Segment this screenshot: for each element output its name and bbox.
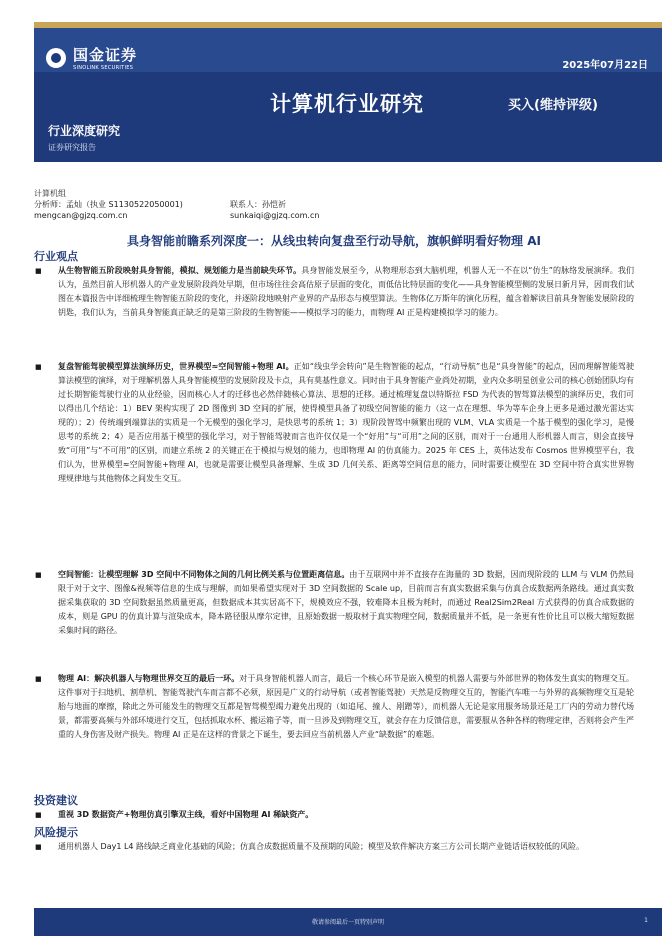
square-bullet-icon: ■ [35,571,42,579]
rating-badge: 买入(维持评级) [508,98,598,113]
bullet-lead: 物理 AI：解决机器人与物理世界交互的最后一环。 [58,674,240,683]
research-group: 计算机组 [34,189,66,198]
list-item [34,568,634,638]
logo-name-cn: 国金证券 [73,46,138,64]
report-subtype: 证券研究报告 [48,143,96,152]
report-headline: 具身智能前瞻系列深度一：从线虫转向复盘至行动导航，旗帜鲜明看好物理 AI [127,234,541,248]
industry-title: 计算机行业研究 [270,92,424,116]
list-item [34,672,634,742]
page-footer [34,908,662,936]
page-number: 1 [644,917,648,924]
bullet-lead: 复盘智能驾驶模型算法演绎历史，世界模型≈空间智能+物理 AI。 [58,362,294,371]
bullet-body: 对于具身智能机器人而言，最后一个核心环节是嵌入模型的机器人需要与外部世界的物体发生真实的物理交互。这件事对于扫地机、割草机、智能驾驶汽车而言都不必须，原因是广义的行动导航（或者智能驾驶）天然是反物理交互的，智能汽车唯一与外界的高频物理交互是轮胎与地面的摩擦，除此之外可能发生的物理交互都是智驾模型竭力避免出现的（如追尾、撞人、剐蹭等），而机器人无论是家用服务场景还是工厂内的劳动力替代场景，都需要高频与外部环境进行交互，包括抓取水杯、搬运箱子等，而一旦涉及到物理交互，就会存在力反馈信息，需要服从各种各样的物理定律，否则将会产生严重的人身伤害及财产损失。物理 AI 正是在这样的背景之下诞生，要去回应当前机器人产业“缺数据”的难题。 [58,674,634,739]
bullet-lead: 重视 3D 数据资产+物理仿真引擎双主线，看好中国物理 AI 稀缺资产。 [58,810,314,819]
report-date: 2025年07月22日 [562,60,648,71]
list-item [34,840,634,854]
analyst-name: 分析师：孟灿（执业 S1130522050001) [34,200,183,209]
square-bullet-icon: ■ [35,363,42,371]
square-bullet-icon: ■ [35,675,42,683]
analyst-email[interactable]: mengcan@gjzq.com.cn [34,211,128,220]
contact-email[interactable]: sunkaiqi@gjzq.com.cn [230,211,320,220]
bullet-text [58,264,634,320]
footer-disclaimer[interactable]: 敬请参阅最后一页特别声明 [311,919,384,926]
list-item [34,264,634,320]
company-logo [46,44,137,71]
bullet-lead: 空间智能：让模型理解 3D 空间中不同物体之间的几何比例关系与位置距离信息。 [58,570,350,579]
list-item [34,360,634,486]
section-title-invest: 投资建议 [34,794,78,807]
bullet-lead: 从生物智能五阶段映射具身智能，模拟、规划能力是当前缺失环节。 [58,266,302,275]
bullet-text [58,808,634,822]
section-title-views: 行业观点 [34,250,78,263]
list-item [34,808,634,822]
square-bullet-icon: ■ [35,267,42,275]
bullet-text [58,672,634,742]
logo-name-en: SINOLINK SECURITIES [73,65,134,71]
square-bullet-icon: ■ [35,843,42,851]
section-title-risk: 风险提示 [34,826,78,839]
contact-name: 联系人：孙恺祈 [230,200,286,209]
bullet-text [58,568,634,638]
bullet-body: 正如“线虫学会转向”是生物智能的起点，“行动导航”也是“具身智能”的起点，因而理解智能驾驶算法模型的演绎，对于理解机器人具身智能模型的发展阶段及卡点，具有莫基性意义。同时由于具身智能产业尚处初期，业内众多明星创业公司的核心创始团队均有过长期智能驾驶行业的从业经验，因而核心人才的迁移也必然伴随核心算法、思想的迁移。通过梳理复盘以特斯拉 FSD 为代表的智驾算法模型的演绎历史，我们可以得出几个结论：1）BEV 架构实现了 2D 图像到 3D 空间的扩展，使得模型具备了初级空间智能的能力（这一点在理想、华为等车企身上更多是通过激光雷达实现的）；2）传统端到端算法的实质是一个无模型的强化学习，是快思考的系统 1；3）现阶段智驾中频繁出现的 VLM、VLA 实质是一个基于模型的强化学习，是慢思考的系统 2；4）是否应用基于模型的强化学习，对于智能驾驶而言也许仅仅是一个“好用”与“可用”之间的区别，而对于一台通用人形机器人而言，则会直接导致“可用”与“不可用”的区别，而建立系统 2 的关键正在于模拟与规划的能力，也即物理 AI 的仿真能力。2025 年 CES 上，英伟达发布 Cosmos 世界模型平台，我们认为，世界模型≈空间智能+物理 AI，也就是需要让模型具备理解、生成 3D 几何关系、距离等空间信息的能力，同时需要让模型在 3D 空间中符合真实世界物理规律地与其他物体之间发生交互。 [58,362,634,483]
square-bullet-icon: ■ [35,811,42,819]
bullet-text: 通用机器人 Day1 L4 路线缺乏商业化基础的风险；仿真合成数据质量不及预期的风险；模型及软件解决方案三方公司长期产业链话语权较低的风险。 [58,842,585,851]
report-type: 行业深度研究 [48,124,121,138]
bullet-body: 由于互联网中并不直接存在海量的 3D 数据，因而现阶段的 LLM 与 VLM 仍然局限于对于文字、图像&视频等信息的生成与理解，而如果希望实现对于 3D 空间数据的 Scale up，目前而言有真实数据采集与仿真合成数据两条路线。通过真实数据采集获取的 3D 空间数据虽然质量更高，但数据成本其实居高不下，规模效应不强，较难降本且极为耗时，而通过 Real2Sim2Real 方式获得的仿真合成数据的成本，则是 GPU 的仿真计算与渲染成本，降本路径服从摩尔定律，且原始数据一般取材于真实物理空间，数据质量并不低，是一条更有性价比且可以极大缩短数据采集时间的路径。 [58,570,634,635]
logo-mark-icon [46,48,66,68]
bullet-body: 具身智能发展至今，从物理形态到大脑机理，机器人无一不在以“仿生”的脉络发展演绎。我们认为，虽然目前人形机器人的产业发展阶段尚处早期，但市场往往会高估原子层面的变化，而低估比特层面的变化——具身智能模型侧的发展日新月异，因而我们试图在本篇报告中详细梳理生物智能五阶段的变化，并逐阶段地映射产业界的产品形态与模型算法。生物体亿万斯年的演化历程，蕴含着解读目前具身智能发展阶段的钥匙，我们认为，当前具身智能真正缺乏的是第三阶段的生物智能——模拟学习的能力，而物理 AI 正是构建模拟学习的能力。 [58,266,634,317]
author-block [34,188,634,221]
bullet-text [58,360,634,486]
